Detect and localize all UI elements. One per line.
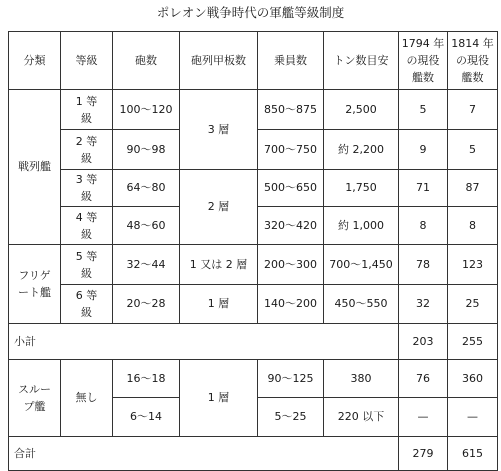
crew-cell: 700〜750 (258, 130, 324, 170)
guns-cell: 32〜44 (113, 245, 180, 285)
header-1814 (448, 32, 498, 90)
crew-cell: 140〜200 (258, 285, 324, 324)
guns-cell: 64〜80 (113, 170, 180, 207)
count-1814-cell: 123 (448, 245, 498, 285)
tonnage-cell: 約 2,200 (324, 130, 399, 170)
subtotal-label: 小計 (9, 324, 399, 360)
decks-cell: 1 又は 2 層 (180, 245, 258, 285)
tonnage-cell: 450〜550 (324, 285, 399, 324)
rate-cell: 無し (61, 360, 113, 437)
header-1814-line3: 艦数 (461, 71, 484, 84)
tonnage-cell: 1,750 (324, 170, 399, 207)
header-tonnage: トン数目安 (324, 32, 399, 90)
rate-cell (61, 170, 113, 207)
crew-cell: 90〜125 (258, 360, 324, 398)
tonnage-cell: 700〜1,450 (324, 245, 399, 285)
count-1794-cell: 78 (399, 245, 448, 285)
rate-suffix: 級 (81, 151, 92, 165)
header-class: 分類 (9, 32, 61, 90)
subtotal-1794: 203 (399, 324, 448, 360)
subtotal-1814: 255 (448, 324, 498, 360)
total-1814: 615 (448, 437, 498, 471)
category-sloop-line1: スルー (18, 383, 51, 396)
total-row (9, 437, 498, 471)
header-1794-line3: 艦数 (412, 71, 434, 84)
rate-text: 1 等 (75, 94, 98, 108)
rate-cell (61, 245, 113, 285)
tonnage-cell: 約 1,000 (324, 207, 399, 245)
header-1794 (399, 32, 448, 90)
category-frigate (9, 245, 61, 324)
count-1814-cell: 25 (448, 285, 498, 324)
rate-suffix: 級 (81, 111, 92, 125)
rate-cell (61, 90, 113, 130)
table-title: ポレオン戦争時代の軍艦等級制度 (156, 5, 345, 20)
table-row (9, 170, 498, 207)
count-1814-cell: 87 (448, 170, 498, 207)
table-row (9, 285, 498, 324)
guns-cell: 16〜18 (113, 360, 180, 398)
rate-cell (61, 207, 113, 245)
tonnage-cell: 2,500 (324, 90, 399, 130)
tonnage-cell: 220 以下 (324, 398, 399, 437)
count-1814-cell: 360 (448, 360, 498, 398)
count-1794-cell: 9 (399, 130, 448, 170)
table-row (9, 245, 498, 285)
rate-suffix: 級 (81, 306, 92, 319)
crew-cell: 500〜650 (258, 170, 324, 207)
header-1814-line1: 1814 年 (451, 37, 494, 50)
count-1794-cell: 32 (399, 285, 448, 324)
rate-cell (61, 130, 113, 170)
total-label: 合計 (9, 437, 399, 471)
header-row (9, 32, 498, 90)
count-1814-cell: — (448, 398, 498, 437)
decks-cell: 3 層 (180, 90, 258, 170)
header-1794-line1: 1794 年 (401, 37, 445, 50)
warship-rating-table (8, 31, 498, 471)
subtotal-row (9, 324, 498, 360)
rate-text: 4 等 (75, 210, 98, 224)
category-sloop (9, 360, 61, 437)
guns-cell: 100〜120 (113, 90, 180, 130)
header-1814-line2: の現役 (456, 54, 489, 67)
header-guns: 砲数 (113, 32, 180, 90)
guns-cell: 48〜60 (113, 207, 180, 245)
rate-text: 5 等 (75, 249, 98, 263)
total-1794: 279 (399, 437, 448, 471)
table-row (9, 360, 498, 398)
decks-cell: 1 層 (180, 360, 258, 437)
crew-cell: 320〜420 (258, 207, 324, 245)
category-sloop-line2: プ艦 (23, 400, 46, 413)
rate-text: 6 等 (75, 289, 98, 302)
rate-suffix: 級 (81, 190, 92, 203)
decks-cell: 1 層 (180, 285, 258, 324)
header-1794-line2: の現役 (406, 54, 440, 67)
header-crew: 乗員数 (258, 32, 324, 90)
rate-suffix: 級 (81, 227, 92, 241)
header-rate: 等級 (61, 32, 113, 90)
count-1794-cell: 76 (399, 360, 448, 398)
rate-text: 2 等 (75, 134, 98, 148)
count-1794-cell: — (399, 398, 448, 437)
category-frigate-line1: フリゲ (18, 269, 51, 282)
guns-cell: 20〜28 (113, 285, 180, 324)
tonnage-cell: 380 (324, 360, 399, 398)
count-1794-cell: 5 (399, 90, 448, 130)
crew-cell: 850〜875 (258, 90, 324, 130)
count-1794-cell: 8 (399, 207, 448, 245)
count-1814-cell: 8 (448, 207, 498, 245)
crew-cell: 5〜25 (258, 398, 324, 437)
guns-cell: 6〜14 (113, 398, 180, 437)
count-1814-cell: 7 (448, 90, 498, 130)
header-decks: 砲列甲板数 (180, 32, 258, 90)
count-1794-cell: 71 (399, 170, 448, 207)
decks-cell: 2 層 (180, 170, 258, 245)
category-ship-of-line: 戦列艦 (9, 90, 61, 245)
rate-suffix: 級 (81, 266, 92, 280)
crew-cell: 200〜300 (258, 245, 324, 285)
rate-cell (61, 285, 113, 324)
count-1814-cell: 5 (448, 130, 498, 170)
guns-cell: 90〜98 (113, 130, 180, 170)
table-row (9, 90, 498, 130)
category-frigate-line2: ート艦 (18, 286, 51, 299)
rate-text: 3 等 (75, 173, 98, 186)
